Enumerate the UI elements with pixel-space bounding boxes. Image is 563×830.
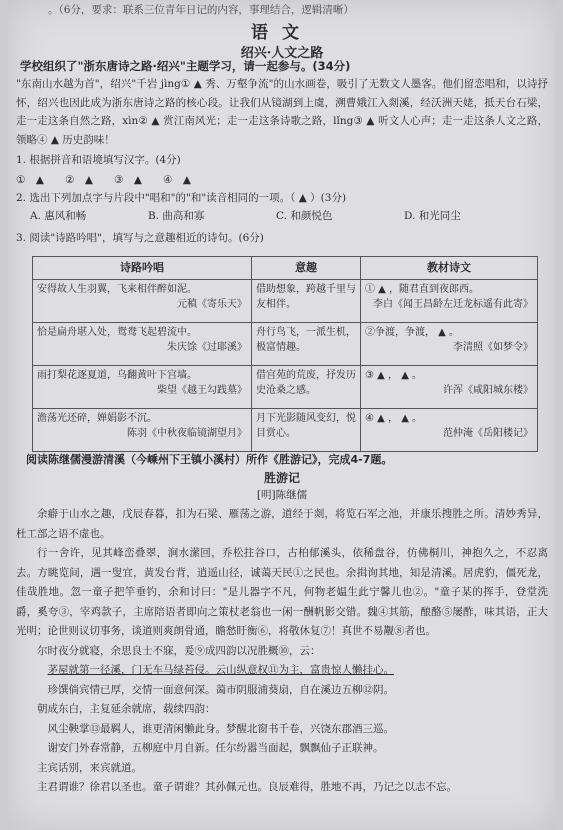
- section-intro: 学校组织了"浙东唐诗之路·绍兴"主题学习，请一起参与。(34分): [20, 59, 351, 73]
- col-header-meaning: 意趣: [252, 257, 361, 280]
- reading-instruction: 阅读陈继儒漫游清溪（今嵊州下王镇小溪村）所作《胜游记》，完成4-7题。: [26, 453, 393, 466]
- essay-author: [明]陈继儒: [256, 489, 308, 501]
- essay-paragraph: 主宾话别，来宾就道。: [37, 761, 142, 774]
- meaning-cell: 借宫苑的荒废，抒发历史沧桑之感。: [252, 366, 361, 409]
- poem-line: 谢安门外春常静，五柳庭中月自新。任尔纷嚣当面起，飘飘仙子正联神。: [47, 742, 384, 754]
- question-3: 3. 阅读"诗路吟唱"，填写与之意趣相近的诗句。(6分): [16, 232, 264, 244]
- exam-sheet: [8, 0, 556, 830]
- option-b: B. 曲高和寡: [148, 210, 205, 222]
- intro-passage: "东南山水越为首"，绍兴"千岩 jìng① ▲ 秀、万壑争流"的山水画卷，吸引了无数文人墨客。他们留恋唱和，以诗抒怀，绍兴也因此成为浙东唐诗之路的核心段。让我们从镜湖到上虞，溯曹娥江入剡溪，经沃洲天姥，抵天台石梁，走一走这条自然之路，xìn② ▲ 赏江南风光；走一走这条诗歌之路，lǐng③ ▲ 听文人心声；走一走这条人文之路，领略④ ▲ 历史韵味！: [16, 78, 548, 146]
- meaning-cell: 月下光影随风变幻，悦目赏心。: [252, 409, 361, 452]
- table-row: [33, 409, 538, 452]
- question-2-options: [16, 208, 548, 225]
- meaning-cell: 借助想象，跨越千里与友相伴。: [252, 280, 361, 323]
- essay-title: 胜游记: [263, 471, 300, 485]
- poem-line: 茅屋就第一径溪，门无车马绿苔侵。云山纵意权⑪为主，富贵惊人懒挂心。: [47, 664, 394, 676]
- poem-cell: 安得故人生羽翼，飞来相伴醉如泥。 元稹《寄乐天》: [33, 280, 252, 323]
- poem-cell: 雨打梨花逐夏道，乌翻黄叶下宫墙。 柴望《越王勾践墓》: [33, 366, 252, 409]
- option-a: A. 惠风和畅: [30, 210, 87, 222]
- previous-question-tail: 。（6分，要求：联系三位青年日记的内容，事理结合，逻辑清晰）: [48, 4, 354, 16]
- poem-line: 风尘鞅掌⑬最羁人，谁更清闲懒此身。梦醒北窗书千卷，兴饶东郡酒三巡。: [47, 722, 394, 735]
- question-1: 1. 根据拼音和语境填写汉字。(4分): [16, 154, 181, 166]
- col-header-poem: 诗路吟唱: [33, 257, 252, 280]
- answer-cell: ③ ▲ ， ▲ 。 许浑《咸阳城东楼》: [361, 366, 538, 409]
- answer-cell: ④ ▲ ， ▲ 。 范仲淹《岳阳楼记》: [361, 409, 538, 452]
- meaning-cell: 舟行鸟飞，一派生机，极富情趣。: [252, 323, 361, 366]
- essay-paragraph: 尔时夜分就寝，余思良士不寐，爰⑨成四韵以况胜概⑩，云：: [37, 644, 321, 657]
- essay-paragraph: 余癖于山水之趣，戊辰春暮，扣为石梁、雁荡之游，道经于剡，将览石军之池，并康乐搜胜之所。清妙秀异，杜工部之语不虚也。: [16, 508, 548, 540]
- question-2: 2. 选出下列加点字与片段中"唱和"的"和"读音相同的一项。（ ▲ ）(3分): [16, 192, 347, 204]
- essay-paragraph: 行一舍许，见其峰峦叠翠，涧水潆回，乔松拄谷口，古柏郁溪头，依稀盘谷，仿佛桐川，神抱久之，不忍离去。方眺览间，遇一叟宜，黄发台背，逍遥山径，诚蔼天民①之民也。余揖询其地，知是清溪。居虎豹，僵死龙，佳哉胜地。忽一童子把竿垂钓，余和讨曰："是儿器字不凡，何物老媪生此宁馨儿也②。"童子某的挥手，登堂洗爵，奚夸③，宰鸡款子，主席陪语者即向之策杖老翁也一闲一酬帆影交错。魏④其筋，酿酪⑤屡酢，味其语，正大光明；论世则议切事务，谈道则爽朗骨通，瞻愁盱衡⑥，将敬休复⑦！真世不易觏⑧者也。: [16, 547, 548, 637]
- table-header-row: [33, 257, 538, 280]
- essay-body: [16, 505, 548, 798]
- table-row: [33, 280, 538, 323]
- option-d: D. 和光同尘: [404, 210, 461, 222]
- question-1-blanks: ① ▲ ② ▲ ③ ▲ ④ ▲: [16, 174, 191, 186]
- col-header-textbook: 教材诗文: [361, 257, 538, 280]
- poem-line: 珍馔倘宾情已厚，交情一面意何深。蔼市阴服浦葵扇，自在溪边五柳⑫阴。: [47, 683, 394, 696]
- subject-title: 语文: [251, 23, 313, 43]
- option-c: C. 和颜悦色: [276, 210, 333, 222]
- answer-cell: ① ▲ ，随君直到夜郎西。 李白《闻王昌龄左迁龙标遥有此寄》: [361, 280, 538, 323]
- essay-paragraph: 主君谓谁？徐君以圣也。童子谓谁？其孙佩元也。良辰难得，胜地不再，乃记之以志不忘。: [37, 781, 457, 793]
- poem-cell: 澹荡光还碎，婵娟影不沉。 陈羽《中秋夜临镜湖望月》: [33, 409, 252, 452]
- essay-paragraph: 朝成东白，主复延余就席，载续四韵：: [37, 703, 216, 715]
- poem-cell: 恰是扁舟堪入处，鸳鸯飞起碧流中。 朱庆馀《过耶溪》: [33, 323, 252, 366]
- answer-cell: ②争渡，争渡， ▲ 。 李清照《如梦令》: [361, 323, 538, 366]
- section-title: 绍兴·人文之路: [240, 46, 324, 61]
- poem-table: [32, 256, 538, 452]
- table-row: [33, 323, 538, 366]
- table-row: [33, 366, 538, 409]
